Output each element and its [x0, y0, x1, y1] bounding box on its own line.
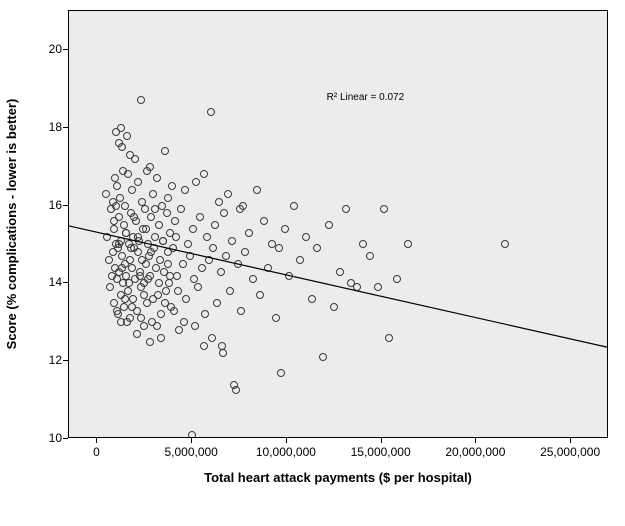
- data-point: [112, 202, 120, 210]
- data-point: [172, 233, 180, 241]
- data-point: [188, 431, 196, 438]
- r-squared-label: R² Linear = 0.072: [326, 91, 405, 103]
- data-point: [120, 303, 128, 311]
- data-point: [213, 299, 221, 307]
- data-point: [128, 264, 136, 272]
- data-point: [501, 240, 509, 248]
- data-point: [162, 287, 170, 295]
- data-point: [275, 244, 283, 252]
- data-point: [156, 256, 164, 264]
- data-point: [140, 291, 148, 299]
- data-point: [201, 310, 209, 318]
- data-point: [169, 244, 177, 252]
- data-point: [215, 198, 223, 206]
- data-point: [285, 272, 293, 280]
- data-point: [180, 318, 188, 326]
- data-point: [249, 275, 257, 283]
- data-point: [105, 256, 113, 264]
- data-point: [182, 295, 190, 303]
- data-point: [330, 303, 338, 311]
- data-point: [171, 217, 179, 225]
- data-point: [179, 260, 187, 268]
- data-point: [161, 147, 169, 155]
- data-point: [113, 182, 121, 190]
- data-point: [264, 264, 272, 272]
- data-point: [219, 349, 227, 357]
- data-point: [290, 202, 298, 210]
- data-point: [186, 252, 194, 260]
- x-tick-mark: [475, 438, 476, 443]
- data-point: [146, 338, 154, 346]
- x-tick-mark: [96, 438, 97, 443]
- data-point: [149, 295, 157, 303]
- plot-area: [68, 10, 608, 438]
- data-point: [128, 186, 136, 194]
- data-point: [116, 194, 124, 202]
- data-point: [103, 233, 111, 241]
- data-point: [146, 163, 154, 171]
- y-tick-label: 16: [48, 197, 62, 212]
- data-point: [222, 252, 230, 260]
- data-point: [209, 244, 217, 252]
- data-point: [205, 256, 213, 264]
- data-point: [118, 264, 126, 272]
- data-point: [189, 225, 197, 233]
- data-point: [336, 268, 344, 276]
- data-point: [170, 307, 178, 315]
- data-point: [144, 275, 152, 283]
- data-point: [380, 205, 388, 213]
- data-point: [359, 240, 367, 248]
- data-point: [194, 283, 202, 291]
- data-point: [153, 174, 161, 182]
- data-point: [256, 291, 264, 299]
- data-point: [173, 272, 181, 280]
- data-point: [110, 225, 118, 233]
- x-tick-label: 0: [93, 445, 100, 459]
- data-point: [140, 322, 148, 330]
- x-tick-label: 20,000,000: [445, 445, 506, 459]
- data-point: [147, 213, 155, 221]
- x-tick-mark: [191, 438, 192, 443]
- x-tick-label: 5,000,000: [164, 445, 218, 459]
- data-point: [342, 205, 350, 213]
- data-point: [163, 209, 171, 217]
- data-point: [106, 283, 114, 291]
- data-point: [353, 283, 361, 291]
- data-point: [152, 264, 160, 272]
- data-point: [157, 334, 165, 342]
- y-tick-label: 12: [48, 353, 62, 368]
- data-point: [226, 287, 234, 295]
- y-tick-label: 20: [48, 41, 62, 56]
- data-point: [122, 229, 130, 237]
- x-tick-mark: [286, 438, 287, 443]
- data-point: [120, 221, 128, 229]
- x-tick-label: 10,000,000: [255, 445, 316, 459]
- data-point: [133, 330, 141, 338]
- x-axis-title: Total heart attack payments ($ per hospital): [204, 470, 472, 485]
- data-point: [136, 272, 144, 280]
- data-point: [137, 96, 145, 104]
- data-point: [141, 205, 149, 213]
- data-point: [239, 202, 247, 210]
- data-point: [308, 295, 316, 303]
- y-tick-label: 14: [48, 275, 62, 290]
- data-point: [124, 287, 132, 295]
- data-point: [217, 268, 225, 276]
- data-point: [228, 237, 236, 245]
- x-tick-mark: [381, 438, 382, 443]
- x-tick-label: 25,000,000: [540, 445, 601, 459]
- data-point: [272, 314, 280, 322]
- data-point: [142, 225, 150, 233]
- data-point: [302, 233, 310, 241]
- data-point: [181, 186, 189, 194]
- x-tick-label: 15,000,000: [350, 445, 411, 459]
- data-point: [241, 248, 249, 256]
- data-point: [164, 194, 172, 202]
- data-point: [168, 182, 176, 190]
- data-point: [296, 256, 304, 264]
- data-point: [385, 334, 393, 342]
- data-point: [110, 217, 118, 225]
- data-point: [126, 151, 134, 159]
- data-point: [113, 307, 121, 315]
- data-point: [149, 190, 157, 198]
- data-point: [207, 108, 215, 116]
- linear-fit-line: [69, 11, 607, 437]
- y-tick-label: 18: [48, 119, 62, 134]
- x-tick-mark: [570, 438, 571, 443]
- data-point: [237, 307, 245, 315]
- data-point: [232, 386, 240, 394]
- data-point: [118, 252, 126, 260]
- data-point: [203, 233, 211, 241]
- data-point: [234, 260, 242, 268]
- data-point: [121, 202, 129, 210]
- data-point: [155, 221, 163, 229]
- data-point: [138, 256, 146, 264]
- data-point: [117, 124, 125, 132]
- data-point: [191, 322, 199, 330]
- data-point: [177, 205, 185, 213]
- data-point: [110, 299, 118, 307]
- y-tick-label: 10: [48, 431, 62, 445]
- data-point: [366, 252, 374, 260]
- data-point: [119, 167, 127, 175]
- y-axis-title: Score (% complications - lower is better): [3, 98, 19, 350]
- data-point: [151, 233, 159, 241]
- data-point: [126, 256, 134, 264]
- data-point: [155, 279, 163, 287]
- data-point: [127, 244, 135, 252]
- data-point: [159, 237, 167, 245]
- data-point: [200, 342, 208, 350]
- data-point: [161, 299, 169, 307]
- data-point: [393, 275, 401, 283]
- data-point: [166, 272, 174, 280]
- data-point: [196, 213, 204, 221]
- data-point: [208, 334, 216, 342]
- data-point: [121, 295, 129, 303]
- data-point: [123, 132, 131, 140]
- data-point: [134, 233, 142, 241]
- data-point: [404, 240, 412, 248]
- data-point: [224, 190, 232, 198]
- y-axis-tick-labels: [28, 10, 62, 445]
- data-point: [153, 322, 161, 330]
- data-point: [211, 221, 219, 229]
- data-point: [277, 369, 285, 377]
- data-point: [111, 174, 119, 182]
- data-point: [164, 260, 172, 268]
- data-point: [245, 229, 253, 237]
- data-point: [151, 205, 159, 213]
- data-point: [102, 190, 110, 198]
- data-point: [281, 225, 289, 233]
- data-point: [192, 178, 200, 186]
- data-point: [134, 178, 142, 186]
- data-point: [260, 217, 268, 225]
- data-point: [220, 209, 228, 217]
- data-point: [200, 170, 208, 178]
- data-point: [184, 240, 192, 248]
- data-point: [319, 353, 327, 361]
- data-point: [129, 295, 137, 303]
- data-point: [165, 279, 173, 287]
- data-point: [157, 310, 165, 318]
- data-point: [174, 287, 182, 295]
- data-point: [198, 264, 206, 272]
- data-point: [374, 283, 382, 291]
- data-point: [147, 248, 155, 256]
- data-point: [175, 326, 183, 334]
- data-point: [253, 186, 261, 194]
- data-point: [125, 279, 133, 287]
- data-point: [325, 221, 333, 229]
- y-tick-mark: [63, 438, 68, 439]
- data-point: [313, 244, 321, 252]
